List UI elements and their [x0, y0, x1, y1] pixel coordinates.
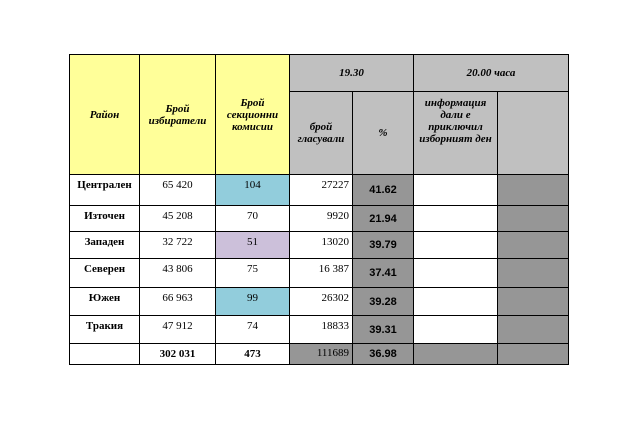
total-percent: 36.98 [353, 344, 414, 365]
row-voted: 13020 [290, 232, 353, 259]
table-row [70, 316, 569, 344]
row-district: Южен [70, 288, 140, 316]
row-commissions: 74 [216, 316, 290, 344]
row-extra [498, 175, 569, 206]
row-percent: 37.41 [353, 259, 414, 288]
total-commissions: 473 [216, 344, 290, 365]
row-commissions: 104 [216, 175, 290, 206]
header-time-2000: 20.00 часа [414, 55, 569, 92]
row-day-ended [414, 316, 498, 344]
row-percent: 39.31 [353, 316, 414, 344]
row-voters: 45 208 [140, 206, 216, 232]
row-voters: 43 806 [140, 259, 216, 288]
row-district: Тракия [70, 316, 140, 344]
row-percent: 41.62 [353, 175, 414, 206]
total-row [70, 344, 569, 365]
row-extra [498, 206, 569, 232]
row-voted: 9920 [290, 206, 353, 232]
header-voted: брой гласували [290, 92, 353, 175]
row-voters: 66 963 [140, 288, 216, 316]
table-row [70, 288, 569, 316]
row-voted: 18833 [290, 316, 353, 344]
header-district: Район [70, 55, 140, 175]
row-percent: 21.94 [353, 206, 414, 232]
header-commissions: Брой секционни комисии [216, 55, 290, 175]
header-percent: % [353, 92, 414, 175]
row-day-ended [414, 206, 498, 232]
row-voters: 47 912 [140, 316, 216, 344]
table-row [70, 175, 569, 206]
row-extra [498, 259, 569, 288]
row-commissions: 75 [216, 259, 290, 288]
header-voters: Брой избиратели [140, 55, 216, 175]
row-voters: 32 722 [140, 232, 216, 259]
total-district [70, 344, 140, 365]
row-extra [498, 288, 569, 316]
row-commissions: 99 [216, 288, 290, 316]
total-voted: 111689 [290, 344, 353, 365]
row-percent: 39.28 [353, 288, 414, 316]
row-district: Източен [70, 206, 140, 232]
total-voters: 302 031 [140, 344, 216, 365]
row-day-ended [414, 288, 498, 316]
header-day-ended-info: информация дали е приключил изборният ден [414, 92, 498, 175]
row-percent: 39.79 [353, 232, 414, 259]
header-row-times [70, 55, 569, 92]
row-day-ended [414, 259, 498, 288]
total-day-ended [414, 344, 498, 365]
table-row [70, 259, 569, 288]
table-row [70, 206, 569, 232]
table-row [70, 232, 569, 259]
row-extra [498, 316, 569, 344]
header-empty [498, 92, 569, 175]
row-district: Западен [70, 232, 140, 259]
row-extra [498, 232, 569, 259]
row-commissions: 70 [216, 206, 290, 232]
row-voted: 26302 [290, 288, 353, 316]
turnout-table [69, 54, 569, 365]
row-voters: 65 420 [140, 175, 216, 206]
total-extra [498, 344, 569, 365]
row-voted: 16 387 [290, 259, 353, 288]
row-commissions: 51 [216, 232, 290, 259]
header-time-1930: 19.30 [290, 55, 414, 92]
row-district: Северен [70, 259, 140, 288]
row-day-ended [414, 232, 498, 259]
row-day-ended [414, 175, 498, 206]
row-voted: 27227 [290, 175, 353, 206]
row-district: Централен [70, 175, 140, 206]
